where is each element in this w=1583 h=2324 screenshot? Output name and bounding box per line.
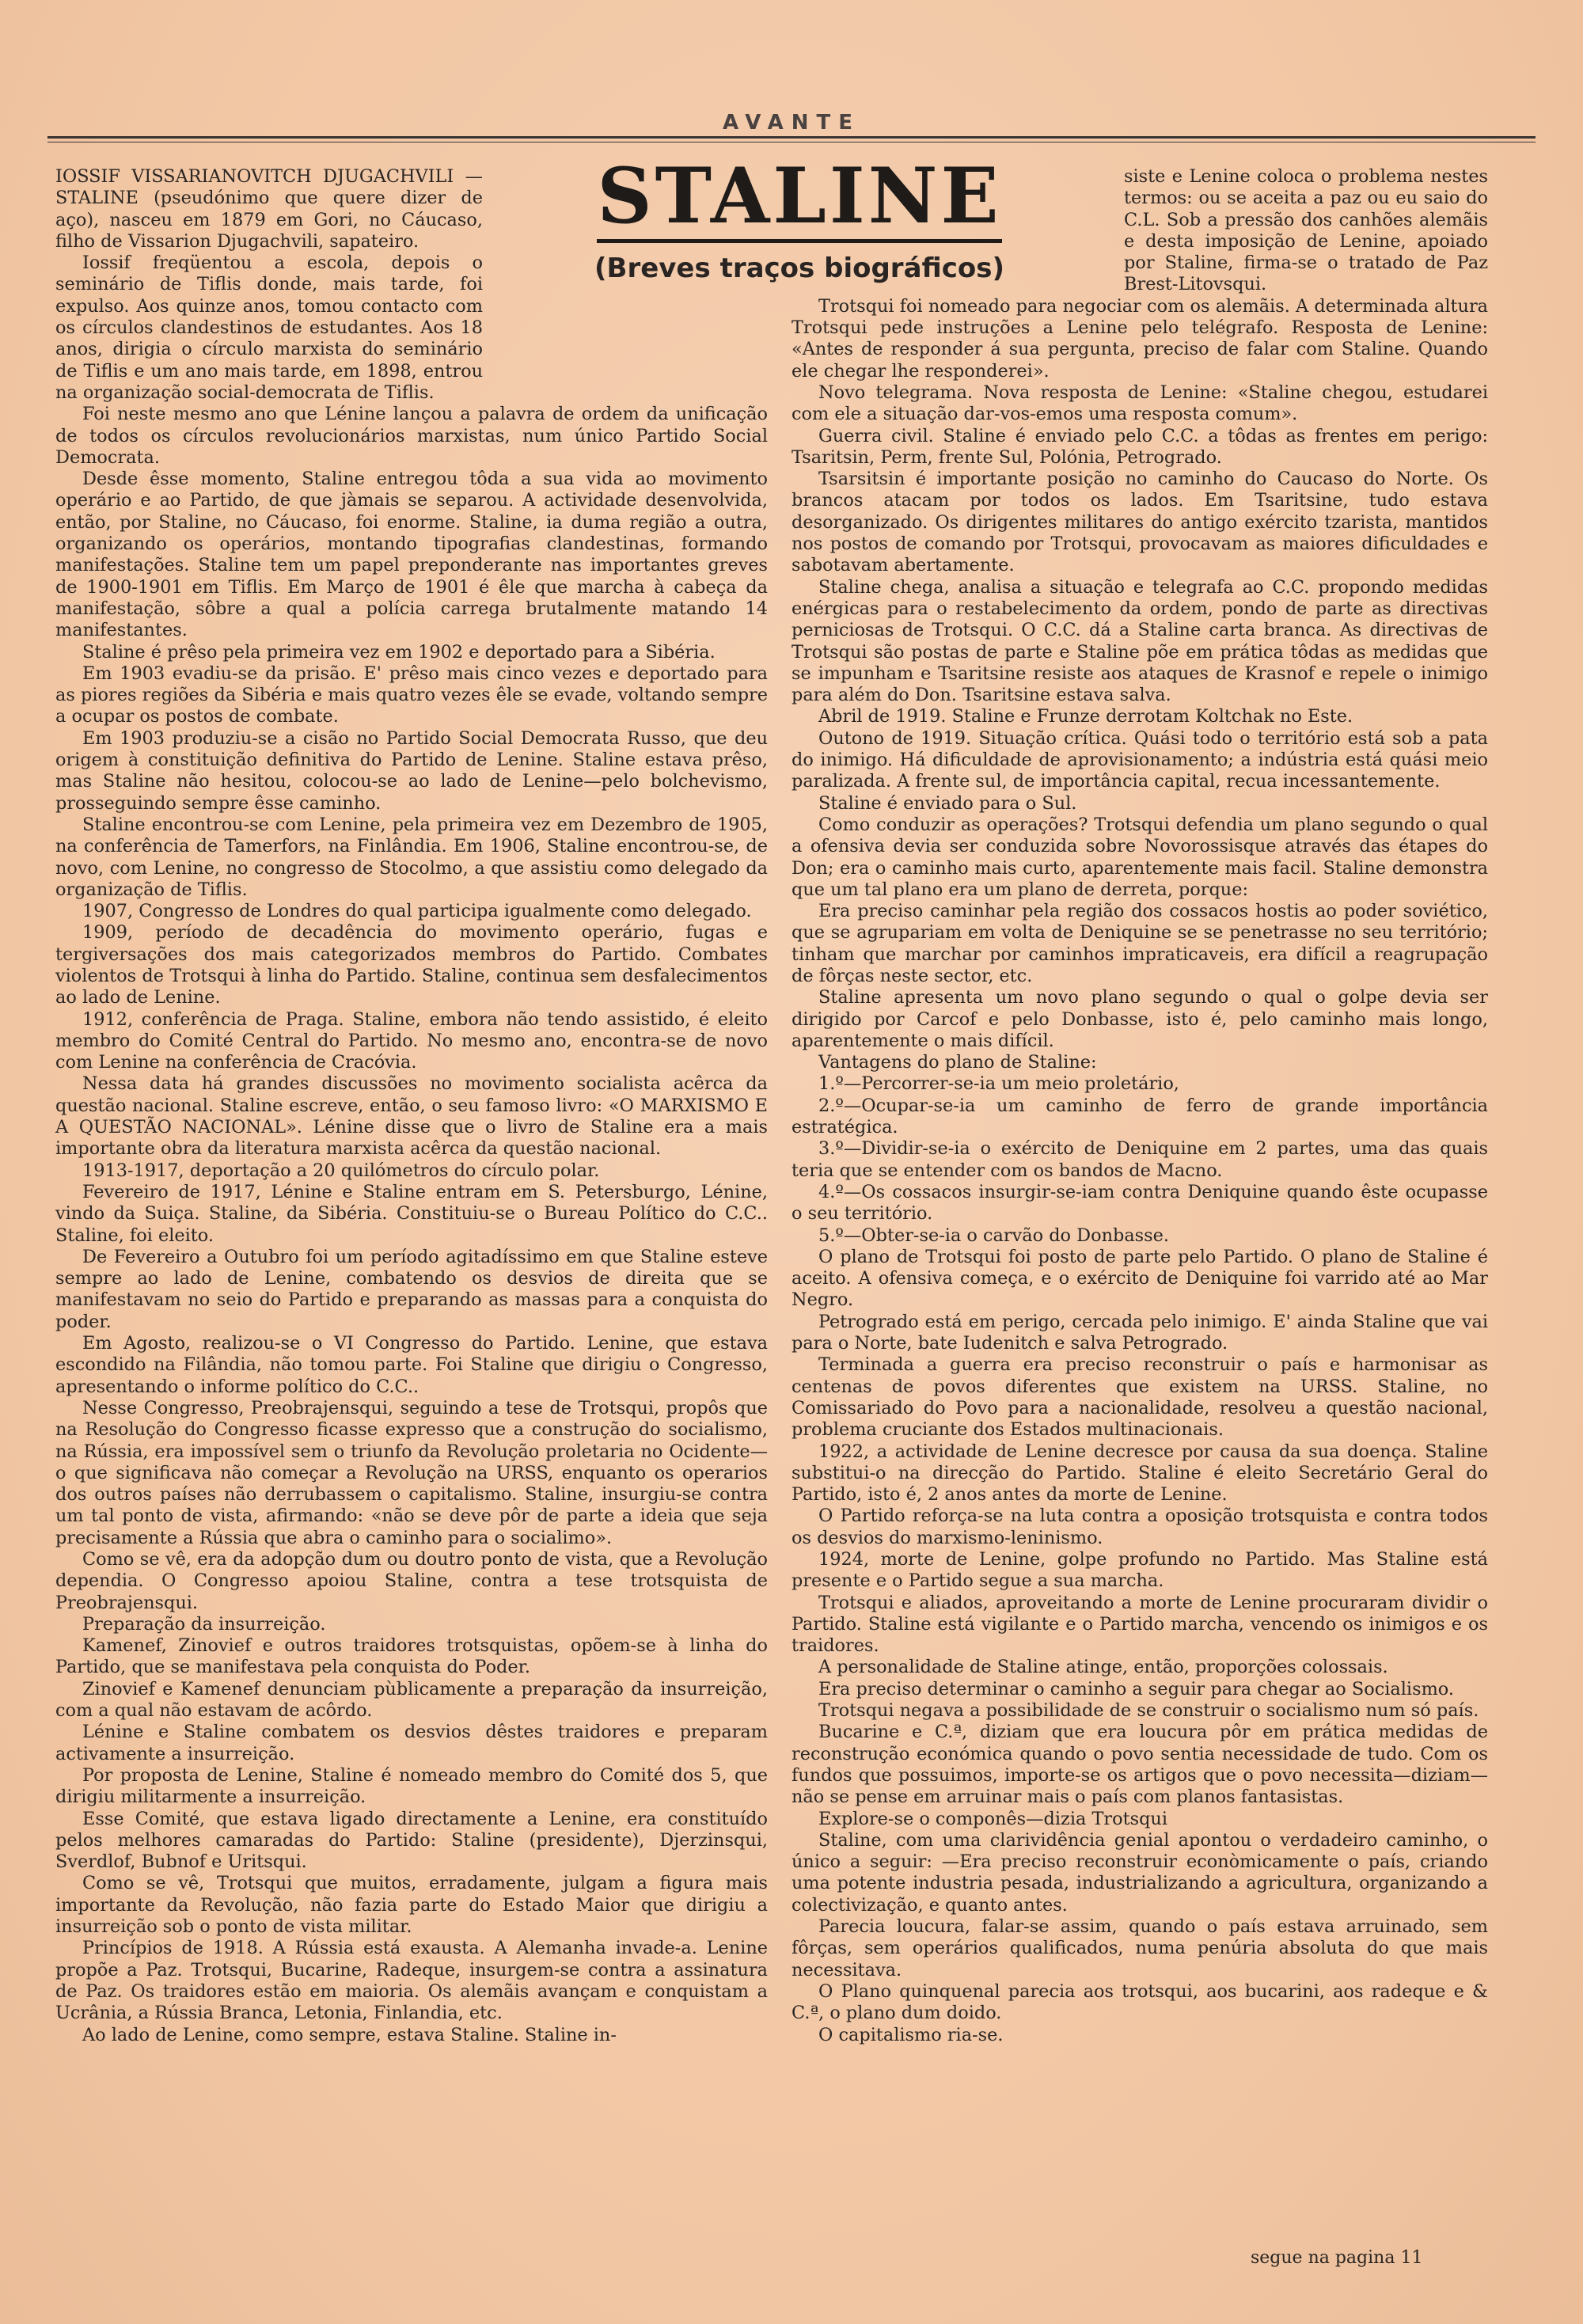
paragraph: Lénine e Staline combatem os desvios dêstes traidores e preparam activamente a insurreição. xyxy=(55,1722,768,1764)
paragraph: 1907, Congresso de Londres do qual participa igualmente como delegado. xyxy=(82,901,752,922)
paragraph: O Partido reforça-se na luta contra a oposição trotsquista e contra todos os desvios do marxismo-leninismo. xyxy=(792,1506,1488,1548)
paragraph: Nesse Congresso, Preobrajensqui, seguindo a tese de Trotsqui, propôs que na Resolução do Congresso ficasse expresso que a construção do socialismo, na Rússia, era impossível sem o triunfo da Revolução proletaria no Ocidente—o que significava não começar a Revolução na URSS, enquanto os operarios dos outros países não derrubassem o capitalismo. Staline, insurgiu-se contra um tal ponto de vista, afirmando: «não se deve pôr de parte a ideia que seja precisamente a Rússia que abra o caminho para o socialimo». xyxy=(55,1397,768,1548)
paragraph: Staline encontrou-se com Lenine, pela primeira vez em Dezembro de 1905, na conferência de Tamerfors, na Finlândia. Em 1906, Staline encontrou-se, de novo, com Lenine, no congresso de Stocolmo, a que assistiu como delegado da organização de Tiflis. xyxy=(55,814,768,900)
paragraph: Staline, com uma clarividência genial apontou o verdadeiro caminho, o único a seguir: —Era preciso reconstruir econòmicamente o país, criando uma potente industria pesada, industrializando a agricultura, organizando a colectivização, e quanto antes. xyxy=(792,1829,1488,1916)
paragraph: Guerra civil. Staline é enviado pelo C.C. a tôdas as frentes em perigo: Tsaritsin, Perm, frente Sul, Polónia, Petrogrado. xyxy=(792,425,1488,468)
paragraph: Era preciso determinar o caminho a seguir para chegar ao Socialismo. xyxy=(818,1678,1455,1699)
paragraph: 1912, conferência de Praga. Staline, embora não tendo assistido, é eleito membro do Comité Central do Partido. No mesmo ano, encontra-se de novo com Lenine na conferência de Cracóvia. xyxy=(55,1008,768,1073)
paragraph: 1922, a actividade de Lenine decresce por causa da sua doença. Staline substitui-o na direcção do Partido. Staline é eleito Secretário Geral do Partido, isto é, 2 anos antes da morte de Lenine. xyxy=(792,1441,1488,1506)
paragraph: Em 1903 evadiu-se da prisão. E' prêso mais cinco vezes e deportado para as piores regiões da Sibéria e mais quatro vezes êle se evade, voltando sempre a ocupar os postos de combate. xyxy=(55,663,768,727)
paragraph: Era preciso caminhar pela região dos cossacos hostis ao poder soviético, que se agrupariam em volta de Deniquine se se penetrasse no seu território; tinham que marchar por caminhos impraticaveis, era difícil a reagrupação de fôrças neste sector, etc. xyxy=(792,901,1488,986)
paragraph: O capitalismo ria-se. xyxy=(818,2024,1004,2045)
paragraph: Ao lado de Lenine, como sempre, estava Staline. Staline in- xyxy=(82,2024,617,2045)
paragraph: Kamenef, Zinovief e outros traidores trotsquistas, opõem-se à linha do Partido, que se manifestava pela conquista do Poder. xyxy=(55,1635,768,1678)
right-column xyxy=(792,166,1488,2046)
left-column xyxy=(55,166,768,2046)
paragraph: Terminada a guerra era preciso reconstruir o país e harmonisar as centenas de povos diferentes que existem na URSS. Staline, no Comissariado do Povo para a nacionalidade, resolveu a questão nacional, problema cruciante dos Estados multinacionais. xyxy=(792,1354,1488,1441)
paragraph: Como se vê, Trotsqui que muitos, erradamente, julgam a figura mais importante da Revolução, não fazia parte do Estado Maior que dirigiu a insurreição sob o ponto de vista militar. xyxy=(55,1873,768,1938)
paragraph: Trotsqui negava a possibilidade de se construir o socialismo num só país. xyxy=(818,1700,1479,1722)
paragraph: Nessa data há grandes discussões no movimento socialista acêrca da questão nacional. Staline escreve, então, o seu famoso livro: «O MARXISMO E A QUESTÃO NACIONAL». Lénine disse que o livro de Staline era a mais importante obra da literatura marxista acêrca da questão nacional. xyxy=(55,1073,768,1160)
paragraph: IOSSIF VISSARIANOVITCH DJUGACHVILI — STALINE (pseudónimo que quere dizer de aço), nasceu em 1879 em Gori, no Cáucaso, filho de Vissarion Djugachvili, sapateiro. xyxy=(55,166,483,252)
paragraph: Outono de 1919. Situação crítica. Quási todo o território está sob a pata do inimigo. Há dificuldade de aprovisionamento; a indústria está quási meio paralizada. A frente sul, de importância capital, recua incessantemente. xyxy=(792,727,1488,792)
paragraph: Foi neste mesmo ano que Lénine lançou a palavra de ordem da unificação de todos os círculos revolucionários marxistas, num único Partido Social Democrata. xyxy=(55,404,768,468)
masthead: AVANTE xyxy=(722,111,861,135)
paragraph: Preparação da insurreição. xyxy=(82,1613,326,1635)
paragraph: Desde êsse momento, Staline entregou tôda a sua vida ao movimento operário e ao Partido, de que jàmais se separou. A actividade desenvolvida, então, por Staline, no Cáucaso, foi enorme. Staline, ia duma região a outra, organizando os operários, montando tipografias clandestinas, formando manifestações. Staline tem um papel preponderante nas importantes greves de 1900-1901 em Tiflis. Em Março de 1901 é êle que marcha à cabeça da manifestação, sôbre a qual a polícia carrega brutalmente matando 14 manifestantes. xyxy=(55,469,768,641)
paragraph: O plano de Trotsqui foi posto de parte pelo Partido. O plano de Staline é aceito. A ofensiva começa, e o exército de Deniquine foi varrido até ao Mar Negro. xyxy=(792,1246,1488,1311)
paragraph: Staline é enviado para o Sul. xyxy=(818,792,1077,814)
paragraph: 1924, morte de Lenine, golpe profundo no Partido. Mas Staline está presente e o Partido segue a sua marcha. xyxy=(792,1549,1488,1592)
paragraph: 1909, período de decadência do movimento operário, fugas e tergiversações dos mais categorizados membros do Partido. Combates violentos de Trotsqui à linha do Partido. Staline, continua sem desfalecimentos ao lado de Lenine. xyxy=(55,922,768,1008)
paragraph: Staline chega, analisa a situação e telegrafa ao C.C. propondo medidas enérgicas para o restabelecimento da ordem, pondo de parte as directivas perniciosas de Trotsqui. O C.C. dá a Staline carta branca. As directivas de Trotsqui são postas de parte e Staline põe em prática tôdas as medidas que se impunham e Tsaritsine resiste aos ataques de Krasnof e repele o inimigo para além do Don. Tsaritsine estava salva. xyxy=(792,576,1488,706)
masthead-rule xyxy=(47,136,1536,142)
paragraph: Parecia loucura, falar-se assim, quando o país estava arruinado, sem fôrças, sem operários qualificados, numa penúria absoluta do que mais necessitava. xyxy=(792,1916,1488,1980)
paragraph: Como conduzir as operações? Trotsqui defendia um plano segundo o qual a ofensiva devia ser conduzida sobre Novorossisque através das étapes do Don; era o caminho mais curto, aparentemente mais facil. Staline demonstra que um tal plano era um plano de derreta, porque: xyxy=(792,814,1488,900)
paragraph: siste e Lenine coloca o problema nestes termos: ou se aceita a paz ou eu saio do C.L. Sob a pressão dos canhões alemãis e desta imposição de Lenine, apoiado por Staline, firma-se o tratado de Paz Brest-Litovsqui. xyxy=(1124,166,1488,295)
paragraph: Trotsqui e aliados, aproveitando a morte de Lenine procuraram dividir o Partido. Staline está vigilante e o Partido marcha, vencendo os inimigos e os traidores. xyxy=(792,1592,1488,1657)
paragraph: Tsarsitsin é importante posição no caminho do Caucaso do Norte. Os brancos atacam por todos os lados. Em Tsaritsine, tudo estava desorganizado. Os dirigentes militares do antigo exército tzarista, mantidos nos postos de comando por Trotsqui, provocavam as maiores dificuldades e sabotavam abertamente. xyxy=(792,469,1488,576)
paragraph: O Plano quinquenal parecia aos trotsqui, aos bucarini, aos radeque e & C.ª, o plano dum doido. xyxy=(792,1980,1488,2024)
paragraph: De Fevereiro a Outubro foi um período agitadíssimo em que Staline esteve sempre ao lado de Lenine, combatendo os desvios de direita que se manifestavam no seio do Partido e preparando as massas para a conquista do poder. xyxy=(55,1246,768,1332)
paragraph: Bucarine e C.ª, diziam que era loucura pôr em prática medidas de reconstrução económica quando o povo sentia necessidade de tudo. Com os fundos que possuimos, importe-se os artigos que o povo necessita—diziam—não se pense em arruinar mais o país com planos fantasistas. xyxy=(792,1722,1488,1808)
paragraph: Por proposta de Lenine, Staline é nomeado membro do Comité dos 5, que dirigiu militarmente a insurreição. xyxy=(55,1764,768,1808)
paragraph: Trotsqui foi nomeado para negociar com os alemãis. A determinada altura Trotsqui pede instruções a Lenine pelo telégrafo. Resposta de Lenine: «Antes de responder á sua pergunta, preciso de falar com Staline. Quando ele chegar lhe responderei». xyxy=(792,295,1488,382)
paragraph: Staline é prêso pela primeira vez em 1902 e deportado para a Sibéria. xyxy=(82,641,716,663)
paragraph: Como se vê, era da adopção dum ou doutro ponto de vista, que a Revolução dependia. O Congresso apoiou Staline, contra a tese trotsquista de Preobrajensqui. xyxy=(55,1549,768,1613)
paragraph: 4.º—Os cossacos insurgir-se-iam contra Deniquine quando êste ocupasse o seu território. xyxy=(792,1181,1488,1225)
paragraph: Vantagens do plano de Staline: xyxy=(818,1052,1097,1073)
paragraph: Novo telegrama. Nova resposta de Lenine: «Staline chegou, estudarei com ele a situação dar-vos-emos uma resposta comum». xyxy=(792,382,1488,425)
paragraph: Petrogrado está em perigo, cercada pelo inimigo. E' ainda Staline que vai para o Norte, bate Iudenitch e salva Petrogrado. xyxy=(792,1311,1488,1354)
paragraph: 1913-1917, deportação a 20 quilómetros do círculo polar. xyxy=(82,1160,600,1181)
paragraph: Abril de 1919. Staline e Frunze derrotam Koltchak no Este. xyxy=(818,706,1353,727)
paragraph: Explore-se o componês—dizia Trotsqui xyxy=(818,1808,1167,1829)
paragraph: 2.º—Ocupar-se-ia um caminho de ferro de grande importância estratégica. xyxy=(792,1095,1488,1138)
article-title: STALINE xyxy=(597,158,1001,243)
paragraph: Princípios de 1918. A Rússia está exausta. A Alemanha invade-a. Lenine propõe a Paz. Trotsqui, Bucarine, Radeque, insurgem-se contra a assinatura de Paz. Os traidores estão em maioria. Os alemãis avançam e conquistam a Ucrânia, a Rússia Branca, Letonia, Finlandia, etc. xyxy=(55,1938,768,2024)
paragraph: Staline apresenta um novo plano segundo o qual o golpe devia ser dirigido por Carcof e pelo Donbasse, isto é, pelo caminho mais longo, aparentemente o mais difícil. xyxy=(792,987,1488,1051)
article-subtitle: (Breves traços biográficos) xyxy=(594,253,1005,284)
paragraph: Esse Comité, que estava ligado directamente a Lenine, era constituído pelos melhores camaradas do Partido: Staline (presidente), Djerzinsqui, Sverdlof, Bubnof e Uritsqui. xyxy=(55,1808,768,1873)
paragraph: Em Agosto, realizou-se o VI Congresso do Partido. Lenine, que estava escondido na Filândia, não tomou parte. Foi Staline que dirigiu o Congresso, apresentando o informe político do C.C.. xyxy=(55,1333,768,1397)
paragraph: Fevereiro de 1917, Lénine e Staline entram em S. Petersburgo, Lénine, vindo da Suiça. Staline, da Sibéria. Constituiu-se o Bureau Político do C.C.. Staline, foi eleito. xyxy=(55,1181,768,1246)
paragraph: Zinovief e Kamenef denunciam pùblicamente a preparação da insurreição, com a qual não estavam de acôrdo. xyxy=(55,1678,768,1722)
paragraph: Iossif freqüentou a escola, depois o seminário de Tiflis donde, mais tarde, foi expulso. Aos quinze anos, tomou contacto com os círculos clandestinos de estudantes. Aos 18 anos, dirigia o círculo marxista do seminário de Tiflis e um ano mais tarde, em 1898, entrou na organização social-democrata de Tiflis. xyxy=(55,253,483,403)
paragraph: A personalidade de Staline atinge, então, proporções colossais. xyxy=(818,1657,1388,1678)
paragraph: 3.º—Dividir-se-ia o exército de Deniquine em 2 partes, uma das quais teria que se entender com os bandos de Macno. xyxy=(792,1138,1488,1181)
paragraph: Em 1903 produziu-se a cisão no Partido Social Democrata Russo, que deu origem à constituição definitiva do Partido de Lenine. Staline estava prêso, mas Staline não hesitou, colocou-se ao lado de Lenine—pelo bolchevismo, prosseguindo sempre êsse caminho. xyxy=(55,727,768,814)
continuation-note: segue na pagina 11 xyxy=(1251,2248,1423,2268)
paragraph: 1.º—Percorrer-se-ia um meio proletário, xyxy=(818,1073,1179,1095)
paragraph: 5.º—Obter-se-ia o carvão do Donbasse. xyxy=(818,1225,1170,1246)
